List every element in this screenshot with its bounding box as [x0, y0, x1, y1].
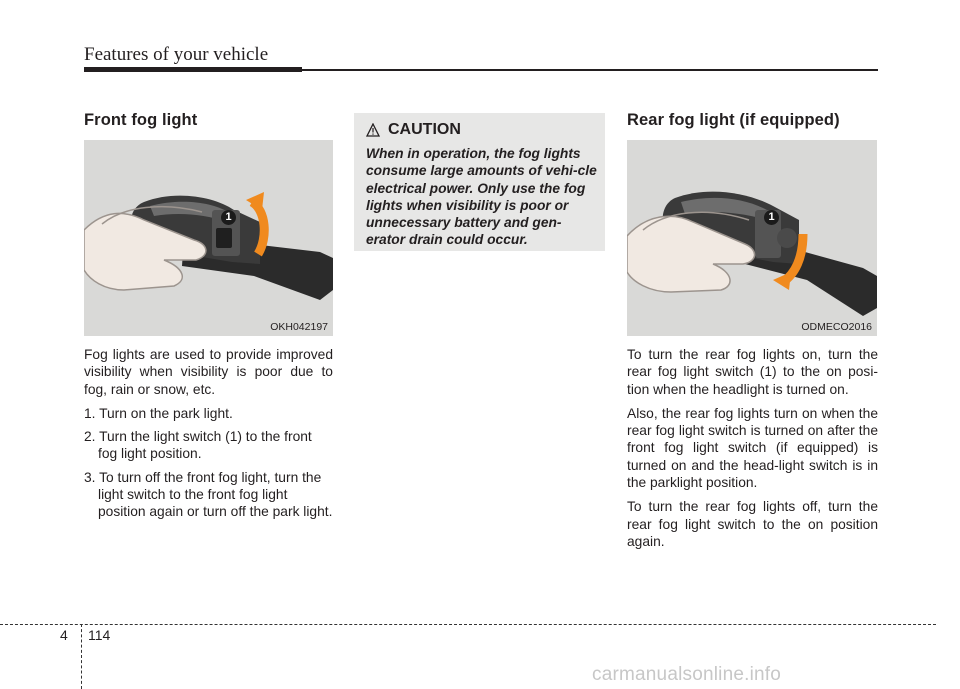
callout-badge: 1: [221, 210, 236, 225]
step-item: 3. To turn off the front fog light, turn the light switch to the front fog light position again or turn off the park light.: [84, 469, 333, 520]
figure-code: ODMECO2016: [801, 321, 872, 333]
rear-fog-body: [627, 346, 878, 557]
caution-title: CAUTION: [388, 121, 461, 138]
chapter-number: 4: [60, 627, 68, 643]
rear-fog-paragraph: Also, the rear fog lights turn on when the rear fog light switch is turned on after the front fog light switch (if equipped) is turned on and the head-light switch is in the parklight position.: [627, 405, 878, 491]
front-fog-body: [84, 346, 333, 527]
front-fog-steps: [84, 405, 333, 521]
caution-header: [366, 121, 461, 139]
header-rule-thin: [302, 69, 878, 71]
watermark: carmanualsonline.info: [592, 664, 782, 685]
stalk-illustration: [627, 140, 877, 336]
footer-divider: [81, 624, 82, 689]
step-item: 2. Turn the light switch (1) to the front fog light position.: [84, 429, 312, 462]
front-fog-heading: Front fog light: [84, 111, 198, 129]
step-item: 1. Turn on the park light.: [84, 405, 233, 421]
figure-code: OKH042197: [270, 321, 328, 333]
page-number: 114: [88, 627, 111, 643]
warning-triangle-icon: [366, 123, 380, 137]
rear-fog-paragraph: To turn the rear fog lights on, turn the rear fog light switch (1) to the on posi-tion when the headlight is turned on.: [627, 347, 878, 397]
rear-fog-heading: Rear fog light (if equipped): [627, 111, 840, 129]
section-title: Features of your vehicle: [84, 44, 269, 65]
stalk-illustration: [84, 140, 333, 336]
caution-box: [354, 113, 605, 251]
callout-badge: 1: [764, 210, 779, 225]
caution-text: When in operation, the fog lights consume large amounts of vehi-cle electrical power. Only use the fog lights when visibility is poor or unnecessary battery and gen-erator drain could occur.: [366, 146, 597, 248]
header-rule-thick: [84, 67, 302, 72]
front-fog-intro: Fog lights are used to provide improved visibility when visibility is poor due to fog, rain or snow, etc.: [84, 347, 333, 397]
footer-rule: [0, 624, 936, 625]
front-fog-figure: [84, 140, 333, 336]
rear-fog-paragraph: To turn the rear fog lights off, turn the rear fog light switch to the on position again.: [627, 499, 878, 549]
rear-fog-figure: [627, 140, 877, 336]
